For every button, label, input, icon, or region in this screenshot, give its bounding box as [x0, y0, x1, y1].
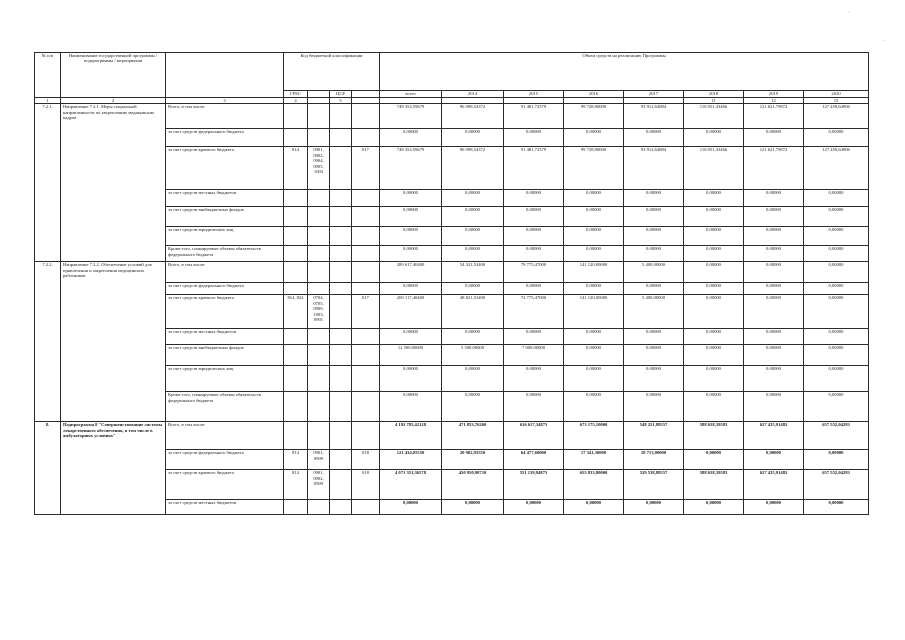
code-csr: [330, 500, 352, 515]
value-year: 48 821,53400: [442, 295, 504, 329]
value-year: 0,00000: [442, 246, 504, 262]
value-year: 0,00000: [624, 329, 684, 345]
index-cell: 5: [330, 98, 352, 104]
value-total: 0,00000: [380, 392, 442, 422]
code-rzpr: 0901, 0902, 0904, 0905, 1003: [308, 147, 330, 190]
funding-source: Всего, в том числе:: [166, 262, 284, 283]
value-year: 657 552,04293: [804, 422, 869, 450]
value-year: 116 051,33466: [684, 104, 744, 129]
funding-source: за счет средств местных бюджетов: [166, 329, 284, 345]
value-year: 20 902,95550: [442, 450, 504, 470]
item-name: Направление 7.2.1. Меры социальной направленности по закреплению медицинских кадров: [61, 104, 166, 262]
item-name: Подпрограмма 8 "Совершенствование системы лекарственного обеспечения, в том числе в амбулаторных условиях": [61, 422, 166, 515]
code-rzpr: [308, 366, 330, 392]
value-year: 93 912,64884: [624, 104, 684, 129]
value-year: 0,00000: [442, 207, 504, 227]
value-year: 0,00000: [684, 345, 744, 366]
value-year: 0,00000: [624, 283, 684, 295]
corner-mark: ·: [883, 38, 885, 44]
value-year: 0,00000: [804, 129, 869, 147]
funding-source: за счет средств краевого бюджета: [166, 470, 284, 500]
code-vr: [352, 129, 380, 147]
value-year: 0,00000: [624, 227, 684, 246]
value-year: 141 120,00000: [564, 295, 624, 329]
code-rzpr: [308, 392, 330, 422]
value-year: 0,00000: [804, 283, 869, 295]
code-grbs: [284, 329, 308, 345]
code-csr: [330, 246, 352, 262]
value-year: 0,00000: [504, 129, 564, 147]
value-year: 0,00000: [804, 392, 869, 422]
header-volume: Объем средств на реализацию Программы: [380, 53, 869, 91]
code-csr: [330, 295, 352, 329]
value-year: 0,00000: [684, 283, 744, 295]
code-rzpr: [308, 345, 330, 366]
value-total: 289 617,40400: [380, 262, 442, 283]
funding-source: за счет средств местных бюджетов: [166, 190, 284, 207]
item-number: 7.2.2.: [35, 262, 61, 422]
value-year: 99 728,90000: [564, 104, 624, 129]
code-grbs: 814: [284, 470, 308, 500]
code-csr: [330, 450, 352, 470]
value-year: 0,00000: [564, 190, 624, 207]
code-csr: [330, 227, 352, 246]
value-year: 18 713,00000: [624, 450, 684, 470]
value-year: 0,00000: [442, 392, 504, 422]
value-year: 0,00000: [564, 207, 624, 227]
value-year: 0,00000: [804, 329, 869, 345]
code-vr: [352, 329, 380, 345]
code-rzpr: [308, 329, 330, 345]
funding-source: за счет средств юридических лиц: [166, 366, 284, 392]
value-year: 0,00000: [504, 227, 564, 246]
value-year: 0,00000: [504, 246, 564, 262]
value-year: 0,00000: [504, 283, 564, 295]
value-total: 0,00000: [380, 329, 442, 345]
code-vr: 018: [352, 470, 380, 500]
header-total: всего: [380, 91, 442, 98]
value-year: 121 621,79872: [744, 147, 804, 190]
value-year: 0,00000: [744, 262, 804, 283]
value-year: 0,00000: [804, 345, 869, 366]
value-total: 0,00000: [380, 366, 442, 392]
value-year: 588 658,39583: [684, 470, 744, 500]
value-year: 588 658,39583: [684, 422, 744, 450]
value-total: 121 434,05550: [380, 450, 442, 470]
code-grbs: [284, 500, 308, 515]
code-vr: [352, 227, 380, 246]
code-grbs: [284, 366, 308, 392]
value-year: 0,00000: [564, 366, 624, 392]
value-year: 5 400,00000: [624, 295, 684, 329]
header-row-main: [35, 53, 869, 91]
value-total: 0,00000: [380, 246, 442, 262]
value-year: 0,00000: [804, 246, 869, 262]
code-vr: 018: [352, 450, 380, 470]
funding-source: Кроме того, планируемые объемы обязательств федерального бюджета: [166, 392, 284, 422]
value-year: 0,00000: [504, 207, 564, 227]
value-total: 748 354,59679: [380, 104, 442, 129]
funding-source: Всего, в том числе:: [166, 104, 284, 129]
code-rzpr: 0901, 0909: [308, 450, 330, 470]
code-rzpr: [308, 104, 330, 129]
code-csr: [330, 207, 352, 227]
code-vr: [352, 366, 380, 392]
value-year: 0,00000: [624, 246, 684, 262]
value-year: 655 833,80000: [564, 470, 624, 500]
value-year: 91 481,72579: [504, 147, 564, 190]
header-name: Наименование государственной программы / подпрограммы / мероприятия: [61, 53, 166, 98]
code-csr: [330, 262, 352, 283]
value-year: 0,00000: [684, 246, 744, 262]
value-year: 0,00000: [744, 392, 804, 422]
value-year: 0,00000: [684, 392, 744, 422]
value-year: 0,00000: [442, 283, 504, 295]
code-grbs: [284, 227, 308, 246]
value-year: 0,00000: [804, 500, 869, 515]
code-rzpr: [308, 246, 330, 262]
code-vr: 017: [352, 295, 380, 329]
header-rzpr: [308, 91, 330, 98]
value-year: 0,00000: [804, 227, 869, 246]
value-year: 0,00000: [804, 450, 869, 470]
value-total: 4 071 351,36578: [380, 470, 442, 500]
funding-source: за счет средств внебюджетных фондов: [166, 345, 284, 366]
value-year: 471 853,76260: [442, 422, 504, 450]
code-grbs: 814: [284, 147, 308, 190]
value-year: 0,00000: [804, 207, 869, 227]
code-csr: [330, 283, 352, 295]
value-year: 0,00000: [744, 450, 804, 470]
code-vr: [352, 104, 380, 129]
value-year: 450 950,90710: [442, 470, 504, 500]
code-grbs: [284, 129, 308, 147]
value-year: 0,00000: [564, 129, 624, 147]
funding-source: за счет средств краевого бюджета: [166, 295, 284, 329]
code-csr: [330, 329, 352, 345]
value-year: 93 912,64884: [624, 147, 684, 190]
value-year: 0,00000: [744, 295, 804, 329]
value-year: 0,00000: [624, 207, 684, 227]
value-year: 96 098,54372: [442, 147, 504, 190]
value-year: 127 459,64906: [804, 147, 869, 190]
table-row: [35, 422, 869, 450]
index-cell: 12: [744, 98, 804, 104]
value-year: 0,00000: [564, 392, 624, 422]
item-number: 7.2.1.: [35, 104, 61, 262]
value-year: 0,00000: [624, 129, 684, 147]
value-year: 0,00000: [684, 262, 744, 283]
code-grbs: [284, 345, 308, 366]
value-year: 0,00000: [744, 129, 804, 147]
header-kbk: Код бюджетной классификации: [284, 53, 380, 91]
code-rzpr: [308, 207, 330, 227]
funding-source: за счет средств федерального бюджета: [166, 129, 284, 147]
header-year: 2018: [684, 91, 744, 98]
code-csr: [330, 366, 352, 392]
code-grbs: [284, 422, 308, 450]
value-year: 0,00000: [442, 129, 504, 147]
value-year: 0,00000: [564, 500, 624, 515]
code-grbs: 814: [284, 450, 308, 470]
value-year: 0,00000: [442, 500, 504, 515]
value-total: 0,00000: [380, 283, 442, 295]
code-rzpr: [308, 227, 330, 246]
value-total: 269 117,40400: [380, 295, 442, 329]
value-year: 0,00000: [804, 366, 869, 392]
code-csr: [330, 147, 352, 190]
value-year: 0,00000: [804, 295, 869, 329]
index-cell: 3: [166, 98, 284, 104]
value-total: 0,00000: [380, 190, 442, 207]
value-year: 0,00000: [624, 345, 684, 366]
value-year: 7 000,00000: [504, 345, 564, 366]
value-year: 96 098,54372: [442, 104, 504, 129]
funding-source: за счет средств местных бюджетов: [166, 500, 284, 515]
value-year: 0,00000: [504, 500, 564, 515]
header-vr: [352, 91, 380, 98]
funding-source: за счет средств внебюджетных фондов: [166, 207, 284, 227]
code-csr: [330, 345, 352, 366]
index-cell: 1: [35, 98, 61, 104]
value-year: 127 459,64906: [804, 104, 869, 129]
code-vr: [352, 246, 380, 262]
code-rzpr: [308, 422, 330, 450]
value-year: 116 051,33466: [684, 147, 744, 190]
header-year: 2019: [744, 91, 804, 98]
value-year: 91 481,72579: [504, 104, 564, 129]
value-year: 0,00000: [804, 262, 869, 283]
value-year: 673 175,10000: [564, 422, 624, 450]
code-grbs: [284, 283, 308, 295]
value-year: 0,00000: [684, 227, 744, 246]
code-grbs: 814, 822: [284, 295, 308, 329]
program-funding-table: [34, 52, 869, 515]
value-year: 0,00000: [744, 246, 804, 262]
value-year: 0,00000: [442, 190, 504, 207]
code-csr: [330, 190, 352, 207]
value-total: 12 500,00000: [380, 345, 442, 366]
value-year: 5 500,00000: [442, 345, 504, 366]
value-total: 0,00000: [380, 227, 442, 246]
corner-mark: ·: [848, 10, 850, 16]
index-cell: 13: [804, 98, 869, 104]
value-year: 0,00000: [442, 227, 504, 246]
code-vr: [352, 422, 380, 450]
value-year: 0,00000: [684, 190, 744, 207]
code-rzpr: [308, 500, 330, 515]
value-year: 0,00000: [504, 329, 564, 345]
value-year: 0,00000: [564, 329, 624, 345]
value-year: 548 251,88557: [624, 422, 684, 450]
value-year: 0,00000: [804, 190, 869, 207]
code-vr: 017: [352, 147, 380, 190]
value-year: 0,00000: [744, 500, 804, 515]
header-year: 2017: [624, 91, 684, 98]
funding-source: Всего, в том числе:: [166, 422, 284, 450]
table-row: [35, 262, 869, 283]
code-vr: [352, 392, 380, 422]
code-csr: [330, 104, 352, 129]
value-year: 64 477,60000: [504, 450, 564, 470]
value-year: 0,00000: [624, 500, 684, 515]
header-num: № п/п: [35, 53, 61, 98]
value-year: 0,00000: [744, 190, 804, 207]
header-grbs: ГРБС: [284, 91, 308, 98]
value-year: 0,00000: [504, 392, 564, 422]
item-name: Направление 7.2.2. Обеспечение условий для привлечения и закрепления медицинских работников: [61, 262, 166, 422]
value-year: 121 621,79872: [744, 104, 804, 129]
value-year: 0,00000: [744, 227, 804, 246]
value-year: 5 400,00000: [624, 262, 684, 283]
code-grbs: [284, 190, 308, 207]
funding-source: Кроме того, планируемые объемы обязательств федерального бюджета: [166, 246, 284, 262]
value-year: 0,00000: [684, 329, 744, 345]
header-csr: ЦСР: [330, 91, 352, 98]
code-vr: [352, 345, 380, 366]
code-csr: [330, 392, 352, 422]
index-cell: 11: [684, 98, 744, 104]
value-year: 0,00000: [744, 345, 804, 366]
header-year: 2015: [504, 91, 564, 98]
funding-source: за счет средств федерального бюджета: [166, 283, 284, 295]
code-grbs: [284, 262, 308, 283]
header-year: 2020: [804, 91, 869, 98]
header-year: 2014: [442, 91, 504, 98]
value-year: 0,00000: [504, 190, 564, 207]
value-year: 0,00000: [684, 500, 744, 515]
value-year: 0,00000: [744, 366, 804, 392]
value-year: 0,00000: [684, 450, 744, 470]
code-csr: [330, 129, 352, 147]
code-vr: [352, 207, 380, 227]
value-total: 0,00000: [380, 500, 442, 515]
code-grbs: [284, 207, 308, 227]
value-year: 0,00000: [624, 366, 684, 392]
value-year: 529 538,88557: [624, 470, 684, 500]
value-year: 99 728,90000: [564, 147, 624, 190]
value-total: 748 354,59679: [380, 147, 442, 190]
code-vr: [352, 283, 380, 295]
value-year: 141 120,00000: [564, 262, 624, 283]
value-year: 72 775,47000: [504, 295, 564, 329]
value-year: 551 139,94873: [504, 470, 564, 500]
value-year: 54 321,53400: [442, 262, 504, 283]
value-year: 0,00000: [564, 246, 624, 262]
funding-source: за счет средств федерального бюджета: [166, 450, 284, 470]
value-year: 0,00000: [744, 207, 804, 227]
value-year: 0,00000: [564, 283, 624, 295]
code-rzpr: 0901, 0902, 0909: [308, 470, 330, 500]
value-total: 4 192 785,42128: [380, 422, 442, 450]
value-year: 0,00000: [564, 227, 624, 246]
code-grbs: [284, 246, 308, 262]
value-year: 17 341,30000: [564, 450, 624, 470]
item-number: 8.: [35, 422, 61, 515]
code-csr: [330, 470, 352, 500]
value-year: 0,00000: [564, 345, 624, 366]
value-year: 627 435,91482: [744, 470, 804, 500]
value-year: 0,00000: [684, 129, 744, 147]
code-vr: [352, 190, 380, 207]
code-csr: [330, 422, 352, 450]
value-year: 0,00000: [624, 392, 684, 422]
value-year: 0,00000: [744, 329, 804, 345]
code-rzpr: [308, 283, 330, 295]
value-year: 0,00000: [624, 190, 684, 207]
index-cell: 4: [284, 98, 308, 104]
value-year: 0,00000: [504, 366, 564, 392]
funding-source: за счет средств краевого бюджета: [166, 147, 284, 190]
value-year: 79 775,47000: [504, 262, 564, 283]
value-year: 657 552,04293: [804, 470, 869, 500]
value-year: 0,00000: [744, 283, 804, 295]
code-rzpr: 0704, 0705, 0909, 1003, 0901: [308, 295, 330, 329]
index-cell: 2: [61, 98, 166, 104]
value-year: 0,00000: [684, 207, 744, 227]
header-year: 2016: [564, 91, 624, 98]
value-total: 0,00000: [380, 129, 442, 147]
value-total: 0,00000: [380, 207, 442, 227]
code-rzpr: [308, 262, 330, 283]
value-year: 0,00000: [684, 366, 744, 392]
code-rzpr: [308, 129, 330, 147]
code-vr: [352, 500, 380, 515]
code-rzpr: [308, 190, 330, 207]
code-vr: [352, 262, 380, 283]
header-source: [166, 53, 284, 98]
value-year: 0,00000: [684, 295, 744, 329]
code-grbs: [284, 104, 308, 129]
value-year: 0,00000: [442, 329, 504, 345]
value-year: 0,00000: [442, 366, 504, 392]
funding-source: за счет средств юридических лиц: [166, 227, 284, 246]
value-year: 616 617,34873: [504, 422, 564, 450]
value-year: 627 435,91482: [744, 422, 804, 450]
code-grbs: [284, 392, 308, 422]
table-row: [35, 104, 869, 129]
